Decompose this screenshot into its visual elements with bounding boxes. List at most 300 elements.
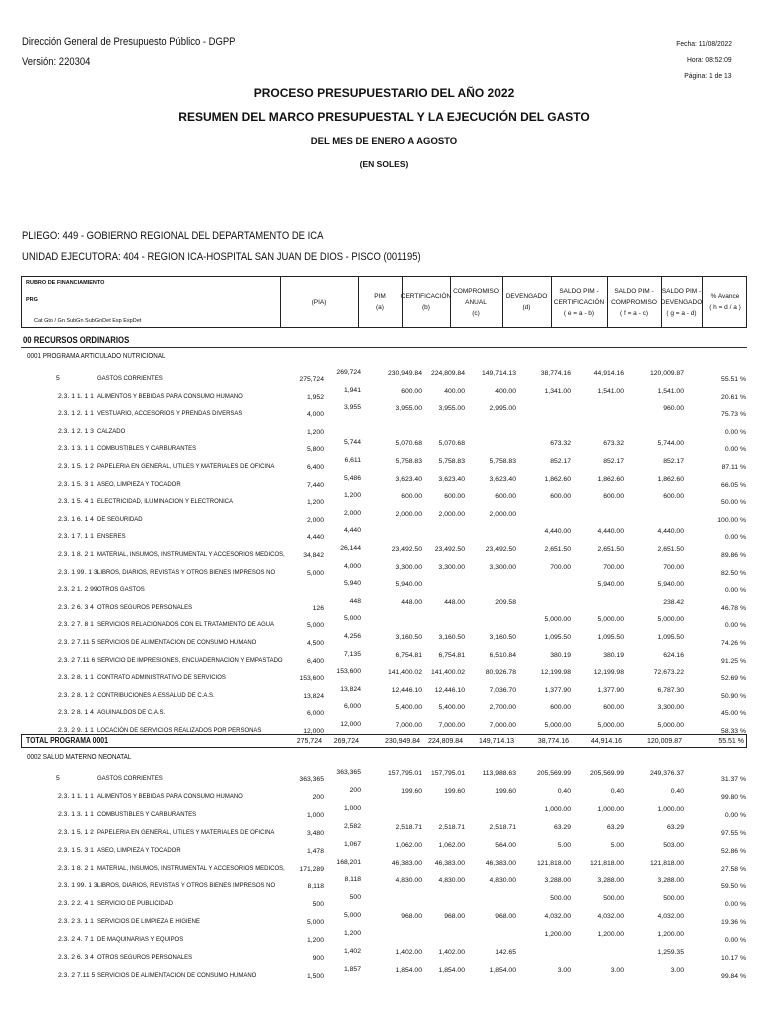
cell-pia: 13,824 [303,692,324,700]
cell-dev: 6,510.84 [489,651,516,659]
cell-cert: 600.00 [401,387,422,395]
cell-comp: 141,400.02 [430,669,465,677]
expense-description: PAPELERIA EN GENERAL, UTILES Y MATERIALES DE OFICINA [97,828,275,836]
table-row [0,509,768,527]
cell-dev: 968.00 [495,913,516,921]
cell-pim: 1,857 [343,965,361,973]
organization-name: Dirección General de Presupuesto Público - DGPP [22,36,236,48]
cell-sf: 600.00 [603,704,624,712]
cell-pim: 448 [349,597,361,605]
cell-sc: 5.00 [557,841,571,849]
table-row [0,650,768,668]
cell-sf: 4,032.00 [597,913,624,921]
classifier-code: 2.3. 1 5. 1 2 [58,828,94,836]
cell-cert: 23,492.50 [391,546,422,553]
cell-cert: 3,955.00 [395,405,422,413]
expense-description: LIBROS, DIARIOS, REVISTAS Y OTROS BIENES IMPRESOS NO [97,882,276,890]
executing-unit-label: UNIDAD EJECUTORA: 404 - REGION ICA-HOSPITAL SAN JUAN DE DIOS - PISCO (001195) [22,251,421,263]
cell-sc: 63.29 [553,823,571,831]
classifier-code: 2.3. 1 5. 3 1 [58,846,94,854]
cell-sf: 4,440.00 [597,528,624,536]
cell-pim: 3,955 [343,404,361,412]
cell-pct: 27.58 % [721,865,746,873]
cell-sg: 1,200.00 [657,931,684,939]
cell-pct: 58.33 % [721,728,746,735]
cell-sg: 5,000.00 [657,722,684,729]
report-period: DEL MES DE ENERO A AGOSTO [310,136,458,147]
cell-sf: 205,569.99 [589,770,624,777]
table-row [0,893,768,911]
cell-sf: 1,095.50 [597,634,624,641]
cell-sc: 1,341.00 [544,387,571,395]
cell-comp: 1,062.00 [438,841,465,849]
cell-dev: 23,492.50 [485,546,516,553]
cell-sg: 4,440.00 [657,528,684,536]
cell-pia: 126 [312,604,324,612]
cell-pct: 20.61 % [721,393,746,401]
cell-pia: 7,440 [306,481,324,489]
cell-dev: 199.60 [495,787,516,795]
cell-sc: 3,288.00 [544,877,571,885]
cell-pim: 4,256 [343,633,361,640]
cell-pct: 89.86 % [721,552,746,559]
cell-pim: 2,000 [343,509,361,517]
cell-sf: 5,940.00 [597,581,624,589]
classifier-code: 2.3. 1 1. 1 1 [58,392,94,400]
cell-pct: 0.00 % [724,446,746,454]
cell-sg: 1,000.00 [657,805,684,813]
cell-sg: 5,940.00 [657,581,684,589]
expense-description: MATERIAL, INSUMOS, INSTRUMENTAL Y ACCESORIOS MEDICOS, [97,551,285,558]
cell-dev: 564.00 [495,841,516,849]
cell-pim: 363,365 [336,769,361,776]
cell-dev: 80,926.78 [485,669,516,677]
classifier-code: 2.3. 2 8. 1 2 [58,691,94,699]
report-subtitle: RESUMEN DEL MARCO PRESUPUESTAL Y LA EJECUCIÓN DEL GASTO [178,110,590,124]
cell-pct: 0.00 % [724,428,746,436]
cell-pia: 153,600 [299,675,324,683]
table-row [0,579,768,597]
expense-description: PAPELERIA EN GENERAL, UTILES Y MATERIALES DE OFICINA [97,463,275,470]
cell-sg: 2,651.50 [657,546,684,553]
cell-sg: 600.00 [663,493,684,501]
cell-pct: 0.00 % [724,811,746,819]
cell-comp: 5,400.00 [438,704,465,712]
cell-sf: 500.00 [603,895,624,903]
classifier-code: 2.3. 2 6. 3 4 [58,954,94,961]
cell-sg: 121,818.00 [649,859,684,867]
cell-comp: 600.00 [444,493,465,501]
cell-sf: 44,914.16 [593,370,624,377]
cell-pct: 97.55 % [721,829,746,837]
cell-pim: 500 [349,894,361,902]
table-row [0,768,768,786]
cell-sg: 3,300.00 [657,704,684,712]
expense-description: SERVICIOS DE ALIMENTACION DE CONSUMO HUMANO [97,971,257,979]
table-row [0,597,768,615]
classifier-code: 2.3. 2 2. 4 1 [58,900,94,908]
table-row [0,421,768,439]
cell-cert: 1,062.00 [395,841,422,849]
cell-cert: 3,160.50 [395,634,422,641]
expense-description: CONTRATO ADMINISTRATIVO DE SERVICIOS [97,674,226,682]
cell-sf: 12,199.98 [593,669,624,677]
table-row [0,438,768,456]
cell-sc: 1,377.90 [544,686,571,694]
cell-pia: 6,400 [306,464,324,471]
cell-pct: 74.26 % [721,640,746,647]
cell-pia: 4,500 [306,640,324,647]
cell-dev: 209.58 [495,598,516,606]
header-saldo-devengado: SALDO PIM - DEVENGADO ( g = a - d) [660,287,703,317]
table-row [0,875,768,893]
expense-description: LIBROS, DIARIOS, REVISTAS Y OTROS BIENES IMPRESOS NO [97,568,276,576]
cell-sc: 380.19 [550,651,571,659]
cell-comp: 12,446.10 [434,686,465,694]
cell-dev: 46,383.00 [485,859,516,867]
expense-description: AGUINALDOS DE C.A.S. [97,709,166,717]
cell-sc: 205,569.99 [536,770,571,777]
cell-sf: 1,000.00 [597,805,624,813]
expense-description: GASTOS CORRIENTES [97,375,163,382]
version-label: Versión: 220304 [22,56,91,68]
cell-dev: 2,000.00 [489,510,516,518]
expense-description: ALIMENTOS Y BEBIDAS PARA CONSUMO HUMANO [97,392,243,400]
cell-pia: 200 [312,793,324,801]
classifier-code: 2.3. 2 1. 2 99 [58,586,98,594]
cell-pct: 10.17 % [721,955,746,962]
cell-sg: 6,787.30 [657,686,684,694]
table-row [0,403,768,421]
classifier-code: 2.3. 1 2. 1 1 [58,410,94,418]
cell-pct: 50.00 % [721,499,746,507]
cell-pim: 6,611 [344,457,361,464]
classifier-code: 2.3. 2 6. 3 4 [58,603,94,611]
cell-cert: 6,754.81 [395,651,422,659]
classifier-code: 2.3. 2 8. 1 1 [58,674,94,682]
cell-pim: 269,724 [336,369,361,376]
header-saldo-compromiso: SALDO PIM - COMPROMISO ( f = a - c) [611,287,657,317]
expense-description: SERVICIO DE IMPRESIONES, ENCUADERNACION Y EMPASTADO [97,656,283,664]
cell-pct: 99.80 % [721,793,746,801]
cell-pim: 7,135 [343,650,361,658]
report-title: PROCESO PRESUPUESTARIO DEL AÑO 2022 [253,86,515,100]
header-devengado: DEVENGADO (d) [505,293,548,311]
classifier-code: 2.3. 1 3. 1 1 [58,810,94,818]
cell-cert: 5,940.00 [395,581,422,589]
table-header [21,276,747,328]
classifier-code: 5 [56,775,60,782]
cell-sg: 624.16 [663,651,684,659]
cell-pia: 5,800 [306,446,324,454]
cell-sc: 1,862.60 [544,475,571,483]
cell-cert: 968.00 [401,913,422,921]
table-row [0,911,768,929]
cell-pim: 1,402 [343,948,361,955]
cell-sf: 1,377.90 [597,686,624,694]
cell-pim: 1,941 [343,386,361,394]
cell-pia: 1,200 [306,428,324,436]
cell-cert: 3,300.00 [395,563,422,571]
cell-pct: 87.11 % [721,464,746,471]
cell-sg: 5,000.00 [657,616,684,624]
cell-cert: 448.00 [401,598,422,606]
cell-sc: 2,651.50 [544,546,571,553]
expense-description: LOCACIÓN DE SERVICIOS REALIZADOS POR PERSONAS [97,727,262,734]
classifier-code: 2.3. 2 7.11 5 [58,639,96,646]
cell-pct: 45.00 % [721,710,746,718]
table-row [0,965,768,983]
cell-sc: 4,440.00 [544,528,571,536]
cell-pim: 1,200 [343,930,361,938]
cell-comp: 23,492.50 [434,546,465,553]
table-row [0,685,768,703]
cell-sf: 63.29 [606,823,624,831]
program-title: 0002 SALUD MATERNO NEONATAL [27,754,132,761]
cell-comp: 2,000.00 [438,510,465,518]
cell-sg: 63.29 [666,823,684,831]
cell-sc: 600.00 [550,704,571,712]
expense-description: SERVICIOS DE ALIMENTACION DE CONSUMO HUMANO [97,639,257,646]
header-avance: % Avance ( h = d / a ) [709,293,741,311]
cell-pim: 168,201 [336,858,361,866]
cell-sf: 380.19 [603,651,624,659]
cell-pct: 19.36 % [721,919,746,927]
cell-dev: 7,000.00 [489,722,516,729]
cell-sg: 1,862.60 [657,475,684,483]
cell-dev: 3,160.50 [489,634,516,641]
cell-pct: 55.51 % [721,376,746,383]
cell-dev: 2,700.00 [489,704,516,712]
program-total-row: TOTAL PROGRAMA 0001 275,724 269,724 230,949.84 224,809.84 149,714.13 38,774.16 44,914.16 120,009.87 55.51 % [21,734,747,748]
classifier-code: 2.3. 2 4. 7 1 [58,936,94,944]
expense-description: ELECTRICIDAD, ILUMINACION Y ELECTRONICA [97,498,234,506]
cell-pia: 4,000 [306,411,324,419]
classifier-code: 2.3. 2 8. 1 4 [58,709,94,717]
cell-sg: 120,009.87 [649,370,684,377]
cell-sc: 1,200.00 [544,931,571,939]
cell-comp: 3,160.50 [438,634,465,641]
cell-sg: 238.42 [663,598,684,606]
classifier-code: 2.3. 1 5. 1 2 [58,463,94,470]
cell-cert: 5,758.83 [395,458,422,465]
cell-pim: 13,824 [340,685,361,693]
classifier-code: 2.3. 2 7.11 6 [58,656,96,664]
cell-sg: 3.00 [670,966,684,974]
cell-pct: 52.69 % [721,675,746,683]
cell-pia: 34,842 [303,552,324,559]
cell-sf: 852.17 [603,458,624,465]
cell-sg: 503.00 [663,841,684,849]
cell-dev: 142.65 [495,949,516,956]
page-number-label: Página: 1 de 13 [684,71,732,80]
classifier-code: 2.3. 1 5. 3 1 [58,480,94,488]
cell-pia: 5,000 [306,622,324,630]
cell-sf: 0.40 [610,787,624,795]
cell-pim: 200 [349,786,361,794]
cell-sf: 1,541.00 [597,387,624,395]
table-row [0,702,768,720]
cell-pim: 5,744 [343,439,361,447]
cell-comp: 448.00 [444,598,465,606]
table-row [0,804,768,822]
cell-pia: 6,000 [306,710,324,718]
classifier-code: 2.3. 1 8. 2 1 [58,864,94,872]
expense-description: ASEO, LIMPIEZA Y TOCADOR [97,846,181,854]
cell-cert: 5,400.00 [395,704,422,712]
cell-sc: 500.00 [550,895,571,903]
cell-sf: 2,651.50 [597,546,624,553]
table-row [0,840,768,858]
cell-pct: 91.25 % [721,657,746,665]
cell-comp: 6,754.81 [438,651,465,659]
cell-sf: 5,000.00 [597,722,624,729]
cell-pim: 8,118 [344,876,361,884]
pliego-label: PLIEGO: 449 - GOBIERNO REGIONAL DEL DEPARTAMENTO DE ICA [22,230,324,242]
cell-pim: 1,067 [343,840,361,848]
cell-pim: 4,000 [343,562,361,570]
cell-pia: 1,952 [306,393,324,401]
cell-dev: 400.00 [495,387,516,395]
date-label: Fecha: 11/08/2022 [676,39,732,48]
cell-comp: 4,830.00 [438,877,465,885]
cell-cert: 157,795.01 [387,770,422,777]
cell-pct: 50.90 % [721,692,746,700]
cell-pct: 0.00 % [724,534,746,542]
cell-sf: 3.00 [610,966,624,974]
header-compromiso: COMPROMISO ANUAL (c) [453,287,499,317]
cell-sc: 5,000.00 [544,616,571,624]
cell-cert: 2,518.71 [395,823,422,831]
classifier-code: 2.3. 2 3. 1 1 [58,918,94,926]
cell-comp: 3,623.40 [438,475,465,483]
cell-sc: 700.00 [550,563,571,571]
expense-description: ASEO, LIMPIEZA Y TOCADOR [97,480,181,488]
cell-sg: 960.00 [663,405,684,413]
header-classifier: Cat Gto / Gn SubGn SubGnDet Esp EspDet [34,318,142,324]
cell-sc: 0.40 [557,787,571,795]
cell-comp: 157,795.01 [430,770,465,777]
classifier-code: 2.3. 1 6. 1 4 [58,515,94,523]
cell-pct: 0.00 % [724,937,746,945]
report-currency: (EN SOLES) [359,159,409,169]
cell-cert: 1,402.00 [395,949,422,956]
cell-cert: 12,446.10 [391,686,422,694]
table-row [0,562,768,580]
cell-pct: 31.37 % [721,776,746,783]
cell-sf: 700.00 [603,563,624,571]
cell-comp: 199.60 [444,787,465,795]
cell-pia: 275,724 [299,376,324,383]
program-title: 0001 PROGRAMA ARTICULADO NUTRICIONAL [27,353,166,360]
cell-comp: 2,518.71 [438,823,465,831]
table-row [0,491,768,509]
cell-pim: 153,600 [336,668,361,676]
cell-comp: 5,070.68 [438,440,465,448]
cell-dev: 2,518.71 [489,823,516,831]
classifier-code: 2.3. 2 7. 8 1 [58,621,94,629]
cell-comp: 5,758.83 [438,458,465,465]
cell-dev: 113,988.63 [482,770,516,777]
cell-pia: 363,365 [299,776,324,783]
cell-dev: 5,758.83 [489,458,516,465]
cell-pia: 5,000 [306,569,324,577]
cell-sc: 121,818.00 [536,859,571,867]
classifier-code: 2.3. 1 1. 1 1 [58,792,94,800]
cell-pct: 0.00 % [724,622,746,630]
table-row [0,386,768,404]
cell-comp: 1,402.00 [438,949,465,956]
cell-pct: 75.73 % [721,411,746,419]
cell-sf: 5,000.00 [597,616,624,624]
classifier-code: 2.3. 1 99. 1 3 [58,568,98,576]
cell-pim: 5,486 [343,474,361,482]
cell-sg: 852.17 [663,458,684,465]
cell-sg: 249,376.37 [649,770,684,777]
cell-cert: 1,854.00 [395,966,422,974]
expense-description: SERVICIOS RELACIONADOS CON EL TRATAMIENTO DE AGUA [97,621,275,629]
classifier-code: 2.3. 1 3. 1 1 [58,445,94,453]
cell-pim: 5,000 [343,912,361,920]
cell-pia: 4,440 [306,534,324,542]
cell-sf: 121,818.00 [589,859,624,867]
cell-sc: 12,199.98 [540,669,571,677]
expense-description: COMBUSTIBLES Y CARBURANTES [97,445,197,453]
cell-sc: 1,000.00 [544,805,571,813]
cell-pct: 99.84 % [721,972,746,980]
cell-sf: 600.00 [603,493,624,501]
header-pim: PIM (a) [374,293,386,311]
table-row [0,947,768,965]
cell-sf: 3,288.00 [597,877,624,885]
cell-pia: 171,289 [299,865,324,873]
expense-description: SERVICIO DE PUBLICIDAD [97,900,174,908]
cell-pct: 52.86 % [721,847,746,855]
cell-dev: 3,300.00 [489,563,516,571]
cell-comp: 7,000.00 [438,722,465,729]
cell-cert: 600.00 [401,493,422,501]
cell-pia: 3,480 [306,829,324,837]
time-label: Hora: 08:52:09 [687,55,732,64]
cell-pim: 2,582 [343,822,361,830]
cell-pim: 4,440 [343,527,361,535]
expense-description: COMBUSTIBLES Y CARBURANTES [97,810,197,818]
cell-cert: 3,623.40 [395,475,422,483]
cell-pia: 1,200 [306,499,324,507]
table-row [0,368,768,386]
cell-pia: 5,000 [306,919,324,927]
expense-description: MATERIAL, INSUMOS, INSTRUMENTAL Y ACCESORIOS MEDICOS, [97,864,285,872]
table-row [0,474,768,492]
cell-sc: 4,032.00 [544,913,571,921]
cell-dev: 2,995.00 [489,405,516,413]
cell-pct: 0.00 % [724,901,746,909]
cell-pia: 900 [312,955,324,962]
cell-sg: 700.00 [663,563,684,571]
cell-comp: 3,955.00 [438,405,465,413]
cell-sg: 72,673.22 [653,669,684,677]
cell-pia: 1,200 [306,937,324,945]
cell-pim: 5,000 [343,615,361,623]
table-row [0,614,768,632]
expense-description: DE MAQUINARIAS Y EQUIPOS [97,936,184,944]
expense-description: SERVICIOS DE LIMPIEZA E HIGIENE [97,918,200,926]
header-rubro: RUBRO DE FINANCIAMIENTO [26,280,105,286]
cell-sc: 1,095.50 [544,634,571,641]
cell-sg: 0.40 [670,787,684,795]
classifier-code: 2.3. 1 7. 1 1 [58,533,94,541]
cell-cert: 5,070.68 [395,440,422,448]
